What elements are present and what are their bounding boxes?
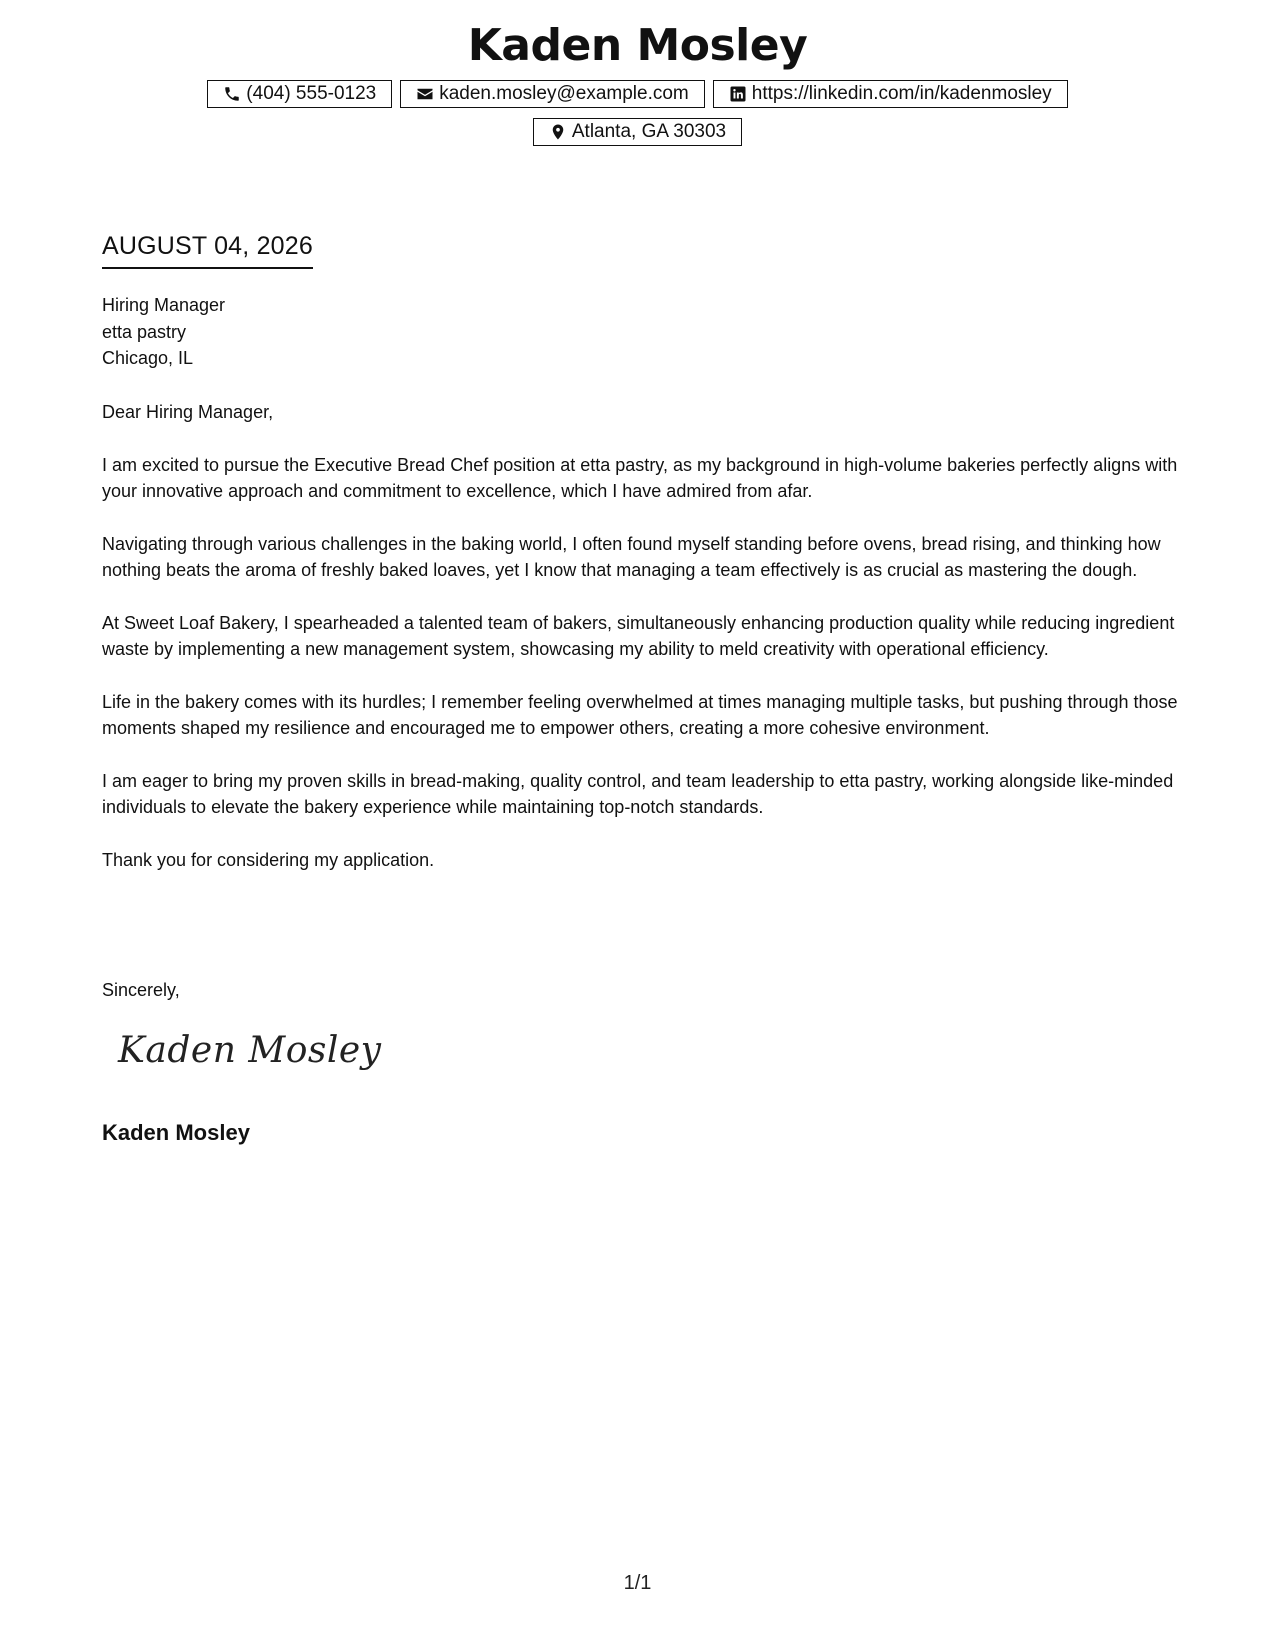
recipient-company: etta pastry	[102, 321, 187, 342]
signature: Kaden Mosley	[118, 1030, 382, 1071]
location-text: Atlanta, GA 30303	[571, 121, 727, 142]
page-number: 1/1	[623, 1572, 652, 1594]
body-paragraph: I am excited to pursue the Executive Bread Chef position at etta pastry, as my background in high-volume bakeries perfectly aligns with your innovative approach and commitment to excellence, which I have admired from afar.	[102, 454, 1178, 501]
envelope-icon	[416, 85, 434, 103]
recipient-title: Hiring Manager	[102, 295, 226, 315]
contact-linkedin[interactable]	[713, 80, 1068, 108]
letter-body	[102, 399, 1182, 899]
contact-location	[533, 118, 742, 146]
contact-email[interactable]	[400, 80, 705, 108]
contact-row	[0, 80, 1275, 108]
linkedin-text: https://linkedin.com/in/kadenmosley	[751, 83, 1052, 104]
contact-phone	[207, 80, 392, 108]
letter-date: AUGUST 04, 2026	[102, 232, 313, 269]
linkedin-icon	[729, 85, 747, 103]
closing: Sincerely,	[102, 980, 180, 1000]
body-paragraph: Thank you for considering my application.	[102, 849, 435, 870]
salutation: Dear Hiring Manager,	[102, 402, 274, 422]
body-paragraph: Life in the bakery comes with its hurdles; I remember feeling overwhelmed at times managing multiple tasks, but pushing through those moments shaped my resilience and encouraged me to empower others, creating a more cohesive environment.	[102, 691, 1178, 738]
body-paragraph: At Sweet Loaf Bakery, I spearheaded a talented team of bakers, simultaneously enhancing production quality while reducing ingredient waste by implementing a new management system, showcasing my ability to meld creativity with operational efficiency.	[102, 612, 1175, 659]
body-paragraph: I am eager to bring my proven skills in bread-making, quality control, and team leadership to etta pastry, working alongside like-minded individuals to elevate the bakery experience while maintaining top-notch standards.	[102, 770, 1174, 817]
contact-row-secondary	[0, 118, 1275, 146]
email-text: kaden.mosley@example.com	[439, 83, 689, 104]
recipient-block	[102, 292, 225, 372]
map-marker-icon	[549, 123, 567, 141]
body-paragraph: Navigating through various challenges in the baking world, I often found myself standing before ovens, bread rising, and thinking how nothing beats the aroma of freshly baked loaves, yet I know that managing a team effectively is as crucial as mastering the dough.	[102, 533, 1161, 580]
recipient-location: Chicago, IL	[102, 348, 194, 368]
phone-icon	[223, 85, 241, 103]
phone-text: (404) 555-0123	[246, 83, 377, 104]
candidate-name: Kaden Mosley	[467, 20, 808, 71]
signer-name: Kaden Mosley	[102, 1120, 250, 1145]
